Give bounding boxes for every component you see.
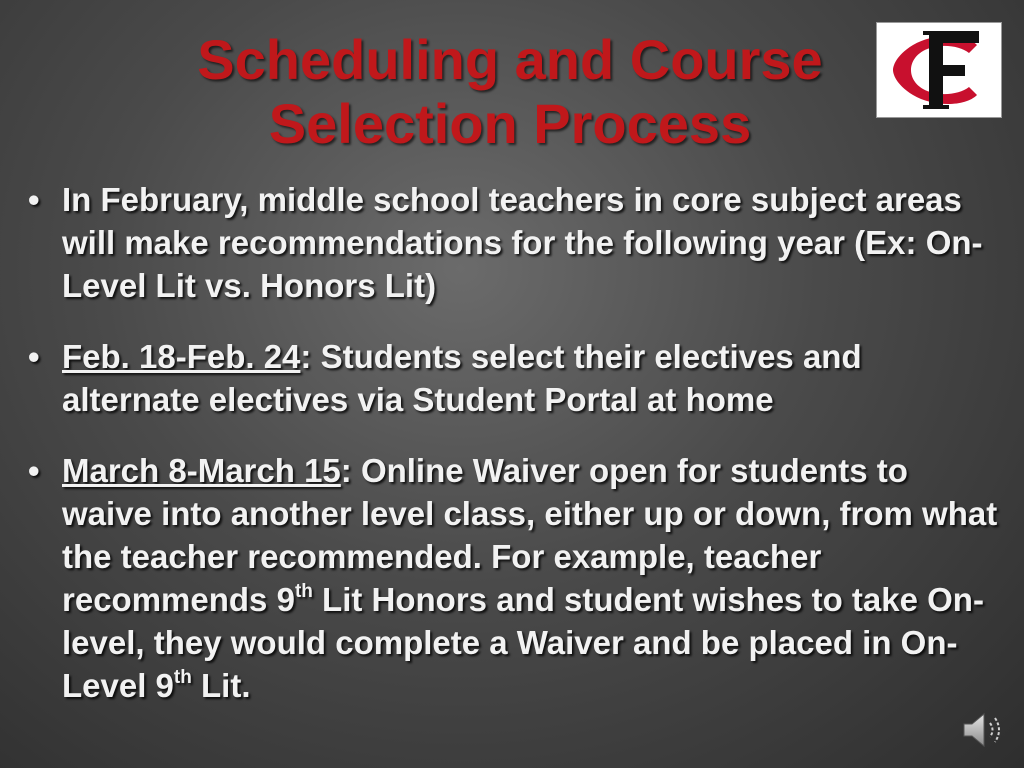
bullet-waiver [28, 449, 998, 707]
title-line-2: Selection Process [268, 92, 752, 155]
bullet-dot: • [28, 452, 40, 489]
bullet-text: : Students select their electives and alternate electives via Student Portal at home [62, 338, 862, 418]
slide-title [120, 28, 900, 156]
bullet-text: In February, middle school teachers in core subject areas will make recommendations for the following year (Ex: On-Level Lit vs. Honors Lit) [62, 181, 983, 304]
bullet-list [28, 178, 998, 735]
bullet-february [28, 178, 998, 307]
bullet-date: Feb. 18-Feb. 24 [62, 338, 301, 375]
superscript-th: th [173, 667, 192, 688]
title-line-1: Scheduling and Course [197, 28, 823, 91]
school-logo [876, 22, 1002, 118]
audio-speaker-button[interactable] [960, 708, 1006, 752]
bullet-text-c: Lit. [191, 667, 251, 704]
bullet-dot: • [28, 338, 40, 375]
bullet-date: March 8-March 15 [62, 452, 341, 489]
bullet-text-a: : Online Waiver open for students to waive into another level class, either up or down, from what the teacher recommended. For example, teacher recommends 9 [62, 452, 998, 618]
bullet-electives [28, 335, 998, 421]
speaker-icon [960, 708, 1006, 752]
bullet-text-b: Lit Honors and student wishes to take On-level, they would complete a Waiver and be placed in On-Level 9 [62, 581, 984, 704]
superscript-th: th [294, 581, 313, 602]
fc-logo-icon [877, 23, 1001, 117]
bullet-dot: • [28, 181, 40, 218]
